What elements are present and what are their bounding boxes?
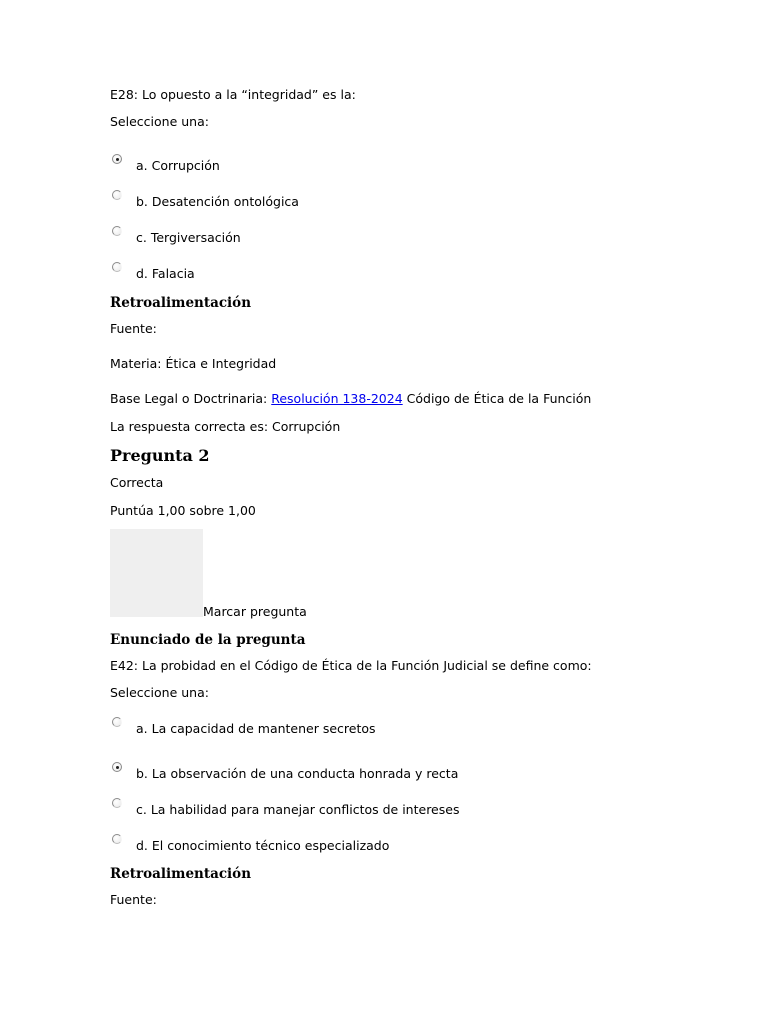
question-statement-heading: Enunciado de la pregunta [110, 632, 306, 648]
radio-option-b[interactable] [112, 190, 122, 200]
question-text: E42: La probidad en el Código de Ética de la Función Judicial se define como: [110, 658, 592, 673]
correct-answer: La respuesta correcta es: Corrupción [110, 419, 341, 434]
feedback-source: Fuente: [110, 321, 157, 336]
option-b-label: b. La observación de una conducta honrada y recta [136, 766, 459, 781]
select-prompt: Seleccione una: [110, 114, 209, 129]
flag-icon[interactable] [110, 529, 203, 617]
option-c-label: c. La habilidad para manejar conflictos de intereses [136, 802, 460, 817]
resolution-link[interactable]: Resolución 138-2024 [271, 391, 403, 406]
option-a-label: a. La capacidad de mantener secretos [136, 721, 376, 736]
question-status: Correcta [110, 475, 164, 490]
option-c-label: c. Tergiversación [136, 230, 241, 245]
option-b-label: b. Desatención ontológica [136, 194, 299, 209]
radio-option-c[interactable] [112, 798, 122, 808]
feedback-heading: Retroalimentación [110, 295, 252, 311]
radio-option-d[interactable] [112, 834, 122, 844]
option-a-label: a. Corrupción [136, 158, 220, 173]
feedback-subject: Materia: Ética e Integridad [110, 356, 277, 371]
question-score: Puntúa 1,00 sobre 1,00 [110, 503, 256, 518]
radio-option-a[interactable] [112, 717, 122, 727]
option-d-label: d. Falacia [136, 266, 195, 281]
feedback-heading: Retroalimentación [110, 866, 252, 882]
radio-option-d[interactable] [112, 262, 122, 272]
question-heading: Pregunta 2 [110, 446, 210, 465]
radio-option-b[interactable] [112, 762, 122, 772]
radio-option-c[interactable] [112, 226, 122, 236]
question-text: E28: Lo opuesto a la “integridad” es la: [110, 87, 356, 102]
feedback-source: Fuente: [110, 892, 157, 907]
radio-option-a[interactable] [112, 154, 122, 164]
flag-question-link[interactable]: Marcar pregunta [203, 604, 307, 619]
option-d-label: d. El conocimiento técnico especializado [136, 838, 390, 853]
feedback-legal-basis: Base Legal o Doctrinaria: Resolución 138-2024 Código de Ética de la Función [110, 391, 592, 406]
select-prompt: Seleccione una: [110, 685, 209, 700]
